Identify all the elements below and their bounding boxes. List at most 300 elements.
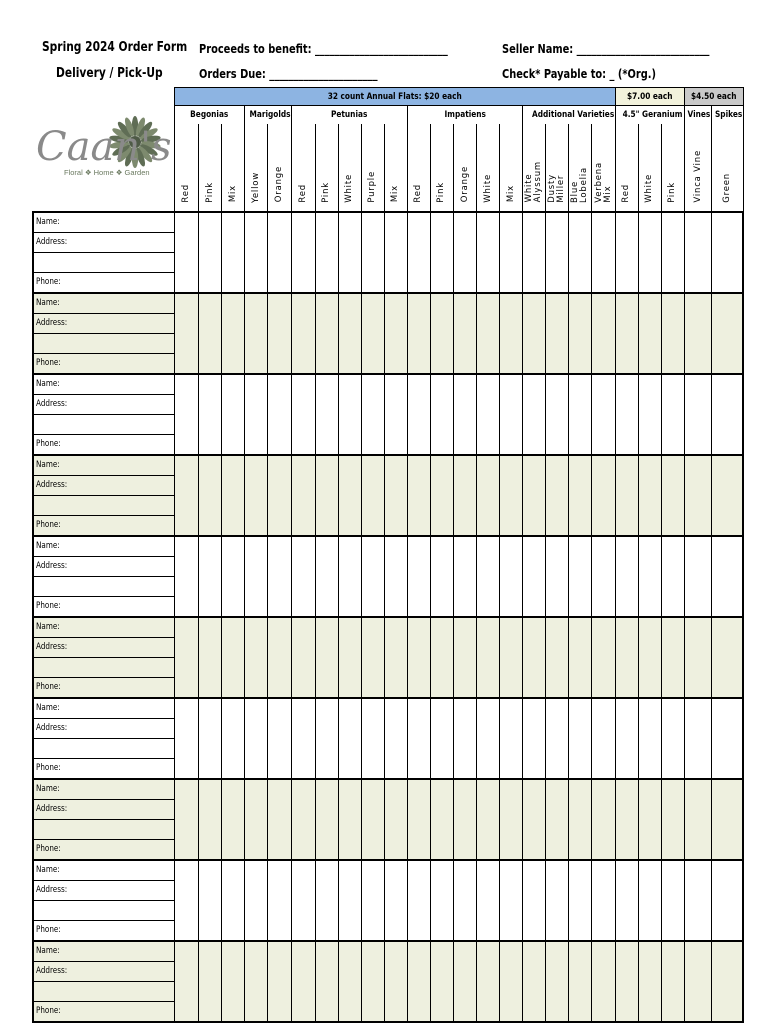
quantity-cell[interactable]	[661, 617, 684, 698]
quantity-cell[interactable]	[638, 212, 661, 293]
quantity-cell[interactable]	[569, 941, 592, 1022]
quantity-cell[interactable]	[361, 212, 384, 293]
quantity-cell[interactable]	[615, 860, 638, 941]
proceeds-to-benefit-field[interactable]: Proceeds to benefit: ___________________________	[199, 42, 448, 56]
quantity-cell[interactable]	[268, 293, 292, 374]
quantity-cell[interactable]	[500, 455, 523, 536]
quantity-cell[interactable]	[638, 617, 661, 698]
quantity-cell[interactable]	[245, 212, 268, 293]
name-label[interactable]: Name:	[33, 698, 175, 719]
phone-label[interactable]: Phone:	[33, 677, 175, 698]
quantity-cell[interactable]	[592, 374, 615, 455]
quantity-cell[interactable]	[268, 536, 292, 617]
quantity-cell[interactable]	[685, 860, 712, 941]
quantity-cell[interactable]	[268, 212, 292, 293]
column-header	[592, 124, 615, 212]
quantity-cell[interactable]	[175, 455, 199, 536]
address-line-2[interactable]	[33, 819, 175, 839]
quantity-cell[interactable]	[661, 293, 684, 374]
quantity-cell[interactable]	[222, 455, 245, 536]
quantity-cell[interactable]	[315, 212, 338, 293]
quantity-cell[interactable]	[615, 212, 638, 293]
quantity-cell[interactable]	[712, 455, 743, 536]
quantity-cell[interactable]	[569, 617, 592, 698]
quantity-cell[interactable]	[661, 536, 684, 617]
address-label[interactable]: Address:	[33, 637, 175, 657]
quantity-cell[interactable]	[638, 941, 661, 1022]
quantity-cell[interactable]	[384, 941, 407, 1022]
quantity-cell[interactable]	[430, 536, 453, 617]
quantity-cell[interactable]	[245, 374, 268, 455]
quantity-cell[interactable]	[175, 536, 199, 617]
phone-label[interactable]: Phone:	[33, 434, 175, 455]
quantity-cell[interactable]	[592, 860, 615, 941]
quantity-cell[interactable]	[222, 536, 245, 617]
quantity-cell[interactable]	[268, 617, 292, 698]
quantity-cell[interactable]	[546, 941, 569, 1022]
address-label[interactable]: Address:	[33, 556, 175, 576]
quantity-cell[interactable]	[292, 941, 315, 1022]
quantity-cell[interactable]	[523, 536, 546, 617]
form-subtitle: Delivery / Pick-Up	[56, 66, 163, 81]
quantity-cell[interactable]	[361, 374, 384, 455]
quantity-cell[interactable]	[315, 698, 338, 779]
quantity-cell[interactable]	[523, 617, 546, 698]
quantity-cell[interactable]	[407, 536, 430, 617]
quantity-cell[interactable]	[361, 779, 384, 860]
name-label[interactable]: Name:	[33, 941, 175, 962]
quantity-cell[interactable]	[199, 293, 222, 374]
quantity-cell[interactable]	[638, 293, 661, 374]
quantity-cell[interactable]	[453, 779, 476, 860]
quantity-cell[interactable]	[615, 455, 638, 536]
quantity-cell[interactable]	[361, 617, 384, 698]
quantity-cell[interactable]	[245, 293, 268, 374]
quantity-cell[interactable]	[407, 941, 430, 1022]
quantity-cell[interactable]	[546, 212, 569, 293]
address-line-2[interactable]	[33, 333, 175, 353]
quantity-cell[interactable]	[523, 455, 546, 536]
quantity-cell[interactable]	[199, 374, 222, 455]
quantity-cell[interactable]	[175, 779, 199, 860]
address-line-2[interactable]	[33, 252, 175, 272]
quantity-cell[interactable]	[453, 374, 476, 455]
quantity-cell[interactable]	[453, 536, 476, 617]
quantity-cell[interactable]	[546, 779, 569, 860]
quantity-cell[interactable]	[453, 455, 476, 536]
quantity-cell[interactable]	[292, 293, 315, 374]
quantity-cell[interactable]	[199, 212, 222, 293]
address-label[interactable]: Address:	[33, 313, 175, 333]
orders-due-field[interactable]: Orders Due: ______________________	[199, 67, 378, 81]
quantity-cell[interactable]	[199, 617, 222, 698]
column-label: Mix	[390, 185, 401, 203]
quantity-cell[interactable]	[361, 860, 384, 941]
quantity-cell[interactable]	[175, 212, 199, 293]
quantity-cell[interactable]	[384, 860, 407, 941]
quantity-cell[interactable]	[685, 455, 712, 536]
quantity-cell[interactable]	[199, 779, 222, 860]
quantity-cell[interactable]	[592, 455, 615, 536]
quantity-cell[interactable]	[523, 374, 546, 455]
quantity-cell[interactable]	[430, 779, 453, 860]
quantity-cell[interactable]	[477, 212, 500, 293]
quantity-cell[interactable]	[569, 860, 592, 941]
quantity-cell[interactable]	[712, 860, 743, 941]
quantity-cell[interactable]	[685, 212, 712, 293]
check-payable-field[interactable]: Check* Payable to: _ (*Org.)	[502, 67, 657, 81]
quantity-cell[interactable]	[661, 698, 684, 779]
quantity-cell[interactable]	[477, 455, 500, 536]
customer-row	[33, 779, 743, 800]
address-line-2[interactable]	[33, 900, 175, 920]
phone-label[interactable]: Phone:	[33, 920, 175, 941]
phone-label[interactable]: Phone:	[33, 839, 175, 860]
name-label[interactable]: Name:	[33, 374, 175, 395]
quantity-cell[interactable]	[569, 536, 592, 617]
quantity-cell[interactable]	[199, 536, 222, 617]
quantity-cell[interactable]	[500, 293, 523, 374]
quantity-cell[interactable]	[407, 455, 430, 536]
quantity-cell[interactable]	[661, 455, 684, 536]
quantity-cell[interactable]	[292, 536, 315, 617]
quantity-cell[interactable]	[615, 293, 638, 374]
name-label[interactable]: Name:	[33, 212, 175, 233]
address-line-2[interactable]	[33, 414, 175, 434]
column-label: Red	[297, 183, 308, 203]
quantity-cell[interactable]	[315, 536, 338, 617]
quantity-cell[interactable]	[592, 617, 615, 698]
quantity-cell[interactable]	[268, 374, 292, 455]
quantity-cell[interactable]	[546, 698, 569, 779]
name-label[interactable]: Name:	[33, 293, 175, 314]
quantity-cell[interactable]	[712, 617, 743, 698]
quantity-cell[interactable]	[430, 617, 453, 698]
quantity-cell[interactable]	[453, 698, 476, 779]
name-label[interactable]: Name:	[33, 860, 175, 881]
phone-label[interactable]: Phone:	[33, 272, 175, 293]
quantity-cell[interactable]	[500, 860, 523, 941]
address-label[interactable]: Address:	[33, 880, 175, 900]
quantity-cell[interactable]	[592, 212, 615, 293]
quantity-cell[interactable]	[546, 617, 569, 698]
quantity-cell[interactable]	[500, 779, 523, 860]
name-label[interactable]: Name:	[33, 455, 175, 476]
column-header	[546, 124, 569, 212]
quantity-cell[interactable]	[712, 941, 743, 1022]
address-label[interactable]: Address:	[33, 394, 175, 414]
quantity-cell[interactable]	[315, 293, 338, 374]
quantity-cell[interactable]	[268, 455, 292, 536]
name-label[interactable]: Name:	[33, 779, 175, 800]
quantity-cell[interactable]	[338, 455, 361, 536]
quantity-cell[interactable]	[199, 941, 222, 1022]
quantity-cell[interactable]	[268, 941, 292, 1022]
quantity-cell[interactable]	[338, 698, 361, 779]
quantity-cell[interactable]	[569, 293, 592, 374]
group-marigolds: Marigolds	[245, 106, 292, 124]
quantity-cell[interactable]	[245, 779, 268, 860]
quantity-cell[interactable]	[500, 941, 523, 1022]
quantity-cell[interactable]	[315, 941, 338, 1022]
quantity-cell[interactable]	[222, 860, 245, 941]
quantity-cell[interactable]	[222, 212, 245, 293]
quantity-cell[interactable]	[384, 536, 407, 617]
column-header	[407, 124, 430, 212]
quantity-cell[interactable]	[338, 860, 361, 941]
quantity-cell[interactable]	[430, 455, 453, 536]
quantity-cell[interactable]	[292, 374, 315, 455]
quantity-cell[interactable]	[453, 941, 476, 1022]
quantity-cell[interactable]	[407, 293, 430, 374]
quantity-cell[interactable]	[546, 455, 569, 536]
quantity-cell[interactable]	[712, 779, 743, 860]
address-label[interactable]: Address:	[33, 718, 175, 738]
quantity-cell[interactable]	[712, 212, 743, 293]
quantity-cell[interactable]	[569, 374, 592, 455]
quantity-cell[interactable]	[523, 698, 546, 779]
quantity-cell[interactable]	[407, 212, 430, 293]
quantity-cell[interactable]	[638, 374, 661, 455]
column-header	[661, 124, 684, 212]
name-label[interactable]: Name:	[33, 617, 175, 638]
quantity-cell[interactable]	[199, 455, 222, 536]
quantity-cell[interactable]	[407, 617, 430, 698]
quantity-cell[interactable]	[477, 698, 500, 779]
quantity-cell[interactable]	[222, 941, 245, 1022]
quantity-cell[interactable]	[638, 860, 661, 941]
quantity-cell[interactable]	[315, 860, 338, 941]
quantity-cell[interactable]	[430, 293, 453, 374]
quantity-cell[interactable]	[477, 779, 500, 860]
quantity-cell[interactable]	[592, 698, 615, 779]
quantity-cell[interactable]	[384, 698, 407, 779]
quantity-cell[interactable]	[175, 293, 199, 374]
quantity-cell[interactable]	[712, 536, 743, 617]
quantity-cell[interactable]	[661, 779, 684, 860]
quantity-cell[interactable]	[407, 779, 430, 860]
quantity-cell[interactable]	[638, 455, 661, 536]
quantity-cell[interactable]	[175, 698, 199, 779]
quantity-cell[interactable]	[638, 536, 661, 617]
quantity-cell[interactable]	[222, 374, 245, 455]
quantity-cell[interactable]	[384, 617, 407, 698]
quantity-cell[interactable]	[453, 617, 476, 698]
phone-label[interactable]: Phone:	[33, 596, 175, 617]
quantity-cell[interactable]	[569, 455, 592, 536]
quantity-cell[interactable]	[384, 374, 407, 455]
quantity-cell[interactable]	[500, 374, 523, 455]
quantity-cell[interactable]	[685, 374, 712, 455]
name-label[interactable]: Name:	[33, 536, 175, 557]
phone-label[interactable]: Phone:	[33, 758, 175, 779]
quantity-cell[interactable]	[268, 860, 292, 941]
quantity-cell[interactable]	[592, 293, 615, 374]
quantity-cell[interactable]	[638, 779, 661, 860]
order-table	[32, 87, 744, 1023]
quantity-cell[interactable]	[199, 860, 222, 941]
quantity-cell[interactable]	[245, 536, 268, 617]
quantity-cell[interactable]	[292, 860, 315, 941]
quantity-cell[interactable]	[338, 536, 361, 617]
phone-label[interactable]: Phone:	[33, 515, 175, 536]
quantity-cell[interactable]	[477, 293, 500, 374]
quantity-cell[interactable]	[661, 860, 684, 941]
quantity-cell[interactable]	[615, 779, 638, 860]
address-line-2[interactable]	[33, 657, 175, 677]
address-label[interactable]: Address:	[33, 232, 175, 252]
quantity-cell[interactable]	[222, 779, 245, 860]
quantity-cell[interactable]	[315, 779, 338, 860]
quantity-cell[interactable]	[500, 212, 523, 293]
quantity-cell[interactable]	[430, 860, 453, 941]
quantity-cell[interactable]	[384, 779, 407, 860]
quantity-cell[interactable]	[384, 293, 407, 374]
address-line-2[interactable]	[33, 495, 175, 515]
quantity-cell[interactable]	[292, 212, 315, 293]
quantity-cell[interactable]	[361, 698, 384, 779]
quantity-cell[interactable]	[175, 374, 199, 455]
quantity-cell[interactable]	[661, 374, 684, 455]
quantity-cell[interactable]	[338, 212, 361, 293]
quantity-cell[interactable]	[477, 941, 500, 1022]
quantity-cell[interactable]	[569, 779, 592, 860]
quantity-cell[interactable]	[546, 536, 569, 617]
quantity-cell[interactable]	[592, 536, 615, 617]
column-header	[477, 124, 500, 212]
quantity-cell[interactable]	[315, 374, 338, 455]
quantity-cell[interactable]	[338, 779, 361, 860]
quantity-cell[interactable]	[523, 860, 546, 941]
quantity-cell[interactable]	[685, 941, 712, 1022]
address-line-2[interactable]	[33, 981, 175, 1001]
address-label[interactable]: Address:	[33, 799, 175, 819]
quantity-cell[interactable]	[222, 617, 245, 698]
quantity-cell[interactable]	[685, 293, 712, 374]
quantity-cell[interactable]	[500, 698, 523, 779]
quantity-cell[interactable]	[453, 212, 476, 293]
quantity-cell[interactable]	[615, 941, 638, 1022]
quantity-cell[interactable]	[245, 941, 268, 1022]
quantity-cell[interactable]	[407, 860, 430, 941]
quantity-cell[interactable]	[523, 212, 546, 293]
column-label: White	[644, 173, 655, 203]
quantity-cell[interactable]	[685, 779, 712, 860]
quantity-cell[interactable]	[615, 374, 638, 455]
phone-label[interactable]: Phone:	[33, 1001, 175, 1022]
quantity-cell[interactable]	[661, 212, 684, 293]
quantity-cell[interactable]	[268, 779, 292, 860]
quantity-cell[interactable]	[175, 860, 199, 941]
quantity-cell[interactable]	[384, 455, 407, 536]
quantity-cell[interactable]	[523, 293, 546, 374]
column-label: Purple	[367, 170, 378, 203]
quantity-cell[interactable]	[453, 860, 476, 941]
quantity-cell[interactable]	[430, 374, 453, 455]
quantity-cell[interactable]	[292, 455, 315, 536]
quantity-cell[interactable]	[661, 941, 684, 1022]
seller-name-field[interactable]: Seller Name: ___________________________	[502, 42, 710, 56]
quantity-cell[interactable]	[430, 941, 453, 1022]
quantity-cell[interactable]	[222, 698, 245, 779]
column-label: Orange	[459, 166, 470, 203]
quantity-cell[interactable]	[569, 698, 592, 779]
quantity-cell[interactable]	[245, 455, 268, 536]
quantity-cell[interactable]	[361, 941, 384, 1022]
quantity-cell[interactable]	[592, 779, 615, 860]
quantity-cell[interactable]	[292, 617, 315, 698]
quantity-cell[interactable]	[407, 698, 430, 779]
quantity-cell[interactable]	[315, 455, 338, 536]
quantity-cell[interactable]	[685, 698, 712, 779]
quantity-cell[interactable]	[638, 698, 661, 779]
quantity-cell[interactable]	[245, 860, 268, 941]
quantity-cell[interactable]	[546, 293, 569, 374]
quantity-cell[interactable]	[407, 374, 430, 455]
quantity-cell[interactable]	[245, 617, 268, 698]
quantity-cell[interactable]	[500, 536, 523, 617]
group-petunias: Petunias	[292, 106, 407, 124]
address-line-2[interactable]	[33, 738, 175, 758]
quantity-cell[interactable]	[685, 617, 712, 698]
quantity-cell[interactable]	[523, 941, 546, 1022]
quantity-cell[interactable]	[361, 536, 384, 617]
quantity-cell[interactable]	[615, 698, 638, 779]
quantity-cell[interactable]	[453, 293, 476, 374]
quantity-cell[interactable]	[292, 779, 315, 860]
quantity-cell[interactable]	[199, 698, 222, 779]
quantity-cell[interactable]	[615, 536, 638, 617]
quantity-cell[interactable]	[546, 860, 569, 941]
quantity-cell[interactable]	[361, 293, 384, 374]
quantity-cell[interactable]	[315, 617, 338, 698]
address-label[interactable]: Address:	[33, 961, 175, 981]
quantity-cell[interactable]	[615, 617, 638, 698]
quantity-cell[interactable]	[477, 374, 500, 455]
quantity-cell[interactable]	[477, 617, 500, 698]
quantity-cell[interactable]	[245, 698, 268, 779]
quantity-cell[interactable]	[338, 374, 361, 455]
quantity-cell[interactable]	[523, 779, 546, 860]
quantity-cell[interactable]	[569, 212, 592, 293]
quantity-cell[interactable]	[477, 536, 500, 617]
quantity-cell[interactable]	[268, 698, 292, 779]
quantity-cell[interactable]	[685, 536, 712, 617]
quantity-cell[interactable]	[430, 212, 453, 293]
quantity-cell[interactable]	[712, 293, 743, 374]
quantity-cell[interactable]	[592, 941, 615, 1022]
quantity-cell[interactable]	[712, 374, 743, 455]
quantity-cell[interactable]	[500, 617, 523, 698]
quantity-cell[interactable]	[338, 941, 361, 1022]
quantity-cell[interactable]	[477, 860, 500, 941]
address-label[interactable]: Address:	[33, 475, 175, 495]
quantity-cell[interactable]	[338, 617, 361, 698]
quantity-cell[interactable]	[361, 455, 384, 536]
quantity-cell[interactable]	[338, 293, 361, 374]
column-label: Verbena Mix	[593, 161, 613, 203]
quantity-cell[interactable]	[292, 698, 315, 779]
quantity-cell[interactable]	[712, 698, 743, 779]
quantity-cell[interactable]	[175, 617, 199, 698]
quantity-cell[interactable]	[222, 293, 245, 374]
phone-label[interactable]: Phone:	[33, 353, 175, 374]
quantity-cell[interactable]	[430, 698, 453, 779]
quantity-cell[interactable]	[546, 374, 569, 455]
quantity-cell[interactable]	[384, 212, 407, 293]
address-line-2[interactable]	[33, 576, 175, 596]
quantity-cell[interactable]	[175, 941, 199, 1022]
